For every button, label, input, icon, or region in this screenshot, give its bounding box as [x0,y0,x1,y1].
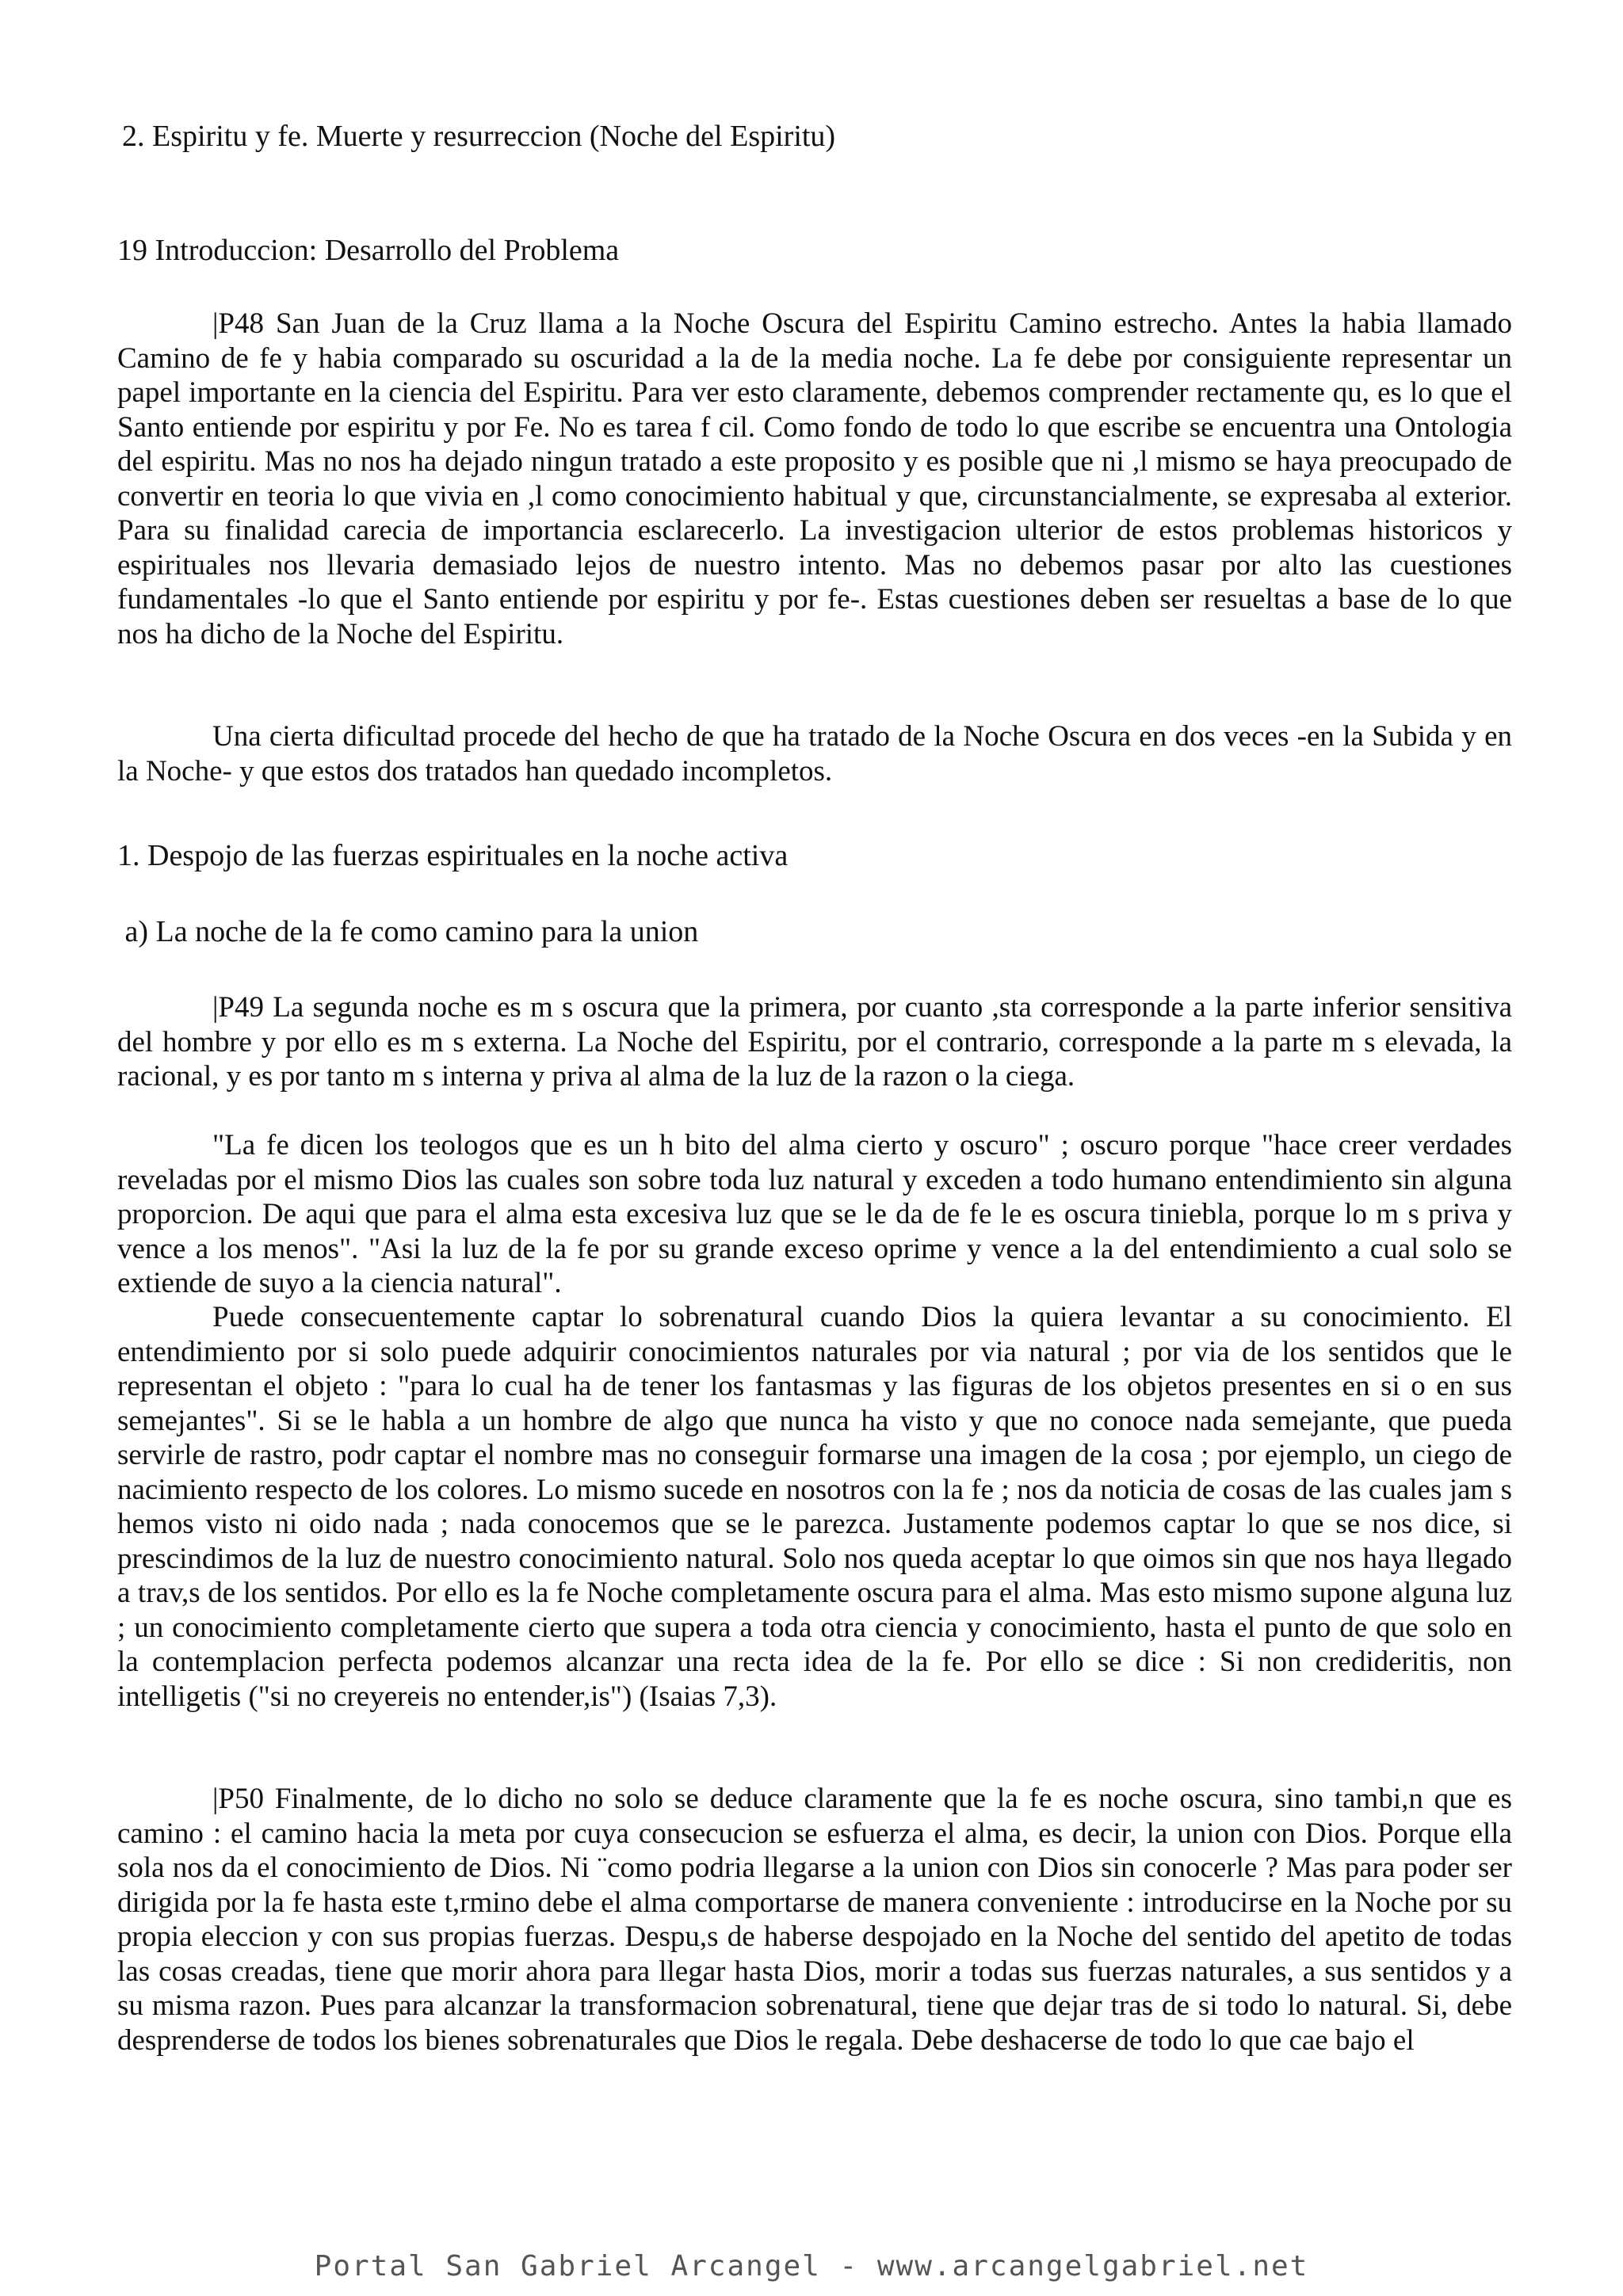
paragraph-p50: |P50 Finalmente, de lo dicho no solo se deduce claramente que la fe es noche oscura, sino tambi,n que es camino : el camino hacia la meta por cuya consecucion se esfuerza el alma, es decir, la union con Dios. Porque ella sola nos da el conocimiento de Dios. Ni ¨como podria llegarse a la union con Dios sin conocerle ? Mas para poder ser dirigida por la fe hasta este t,rmino debe el alma comportarse de manera conveniente : introducirse en la Noche por su propia eleccion y con sus propias fuerzas. Despu,s de haberse despojado en la Noche del sentido del apetito de todas las cosas creadas, tiene que morir ahora para llegar hasta Dios, morir a todas sus fuerzas naturales, a sus sentidos y a su misma razon. Pues para alcanzar la transformacion sobrenatural, tiene que dejar tras de si todo lo natural. Si, debe desprenderse de todos los bienes sobrenaturales que Dios le regala. Debe deshacerse de todo lo que cae bajo el [117,1783,1512,2057]
chapter-title: 2. Espiritu y fe. Muerte y resurreccion (Noche del Espiritu) [122,120,836,153]
footer-text: Portal San Gabriel Arcangel - www.arcangelgabriel.net [314,2250,1309,2283]
subsection-title-1: 1. Despojo de las fuerzas espirituales en la noche activa [117,839,789,872]
section-title: 19 Introduccion: Desarrollo del Problema [117,234,620,267]
paragraph-p49: |P49 La segunda noche es m s oscura que la primera, por cuanto ,sta corresponde a la parte inferior sensitiva del hombre y por ello es m s externa. La Noche del Espiritu, por el contrario, corresponde a la parte m s elevada, la racional, y es por tanto m s interna y priva al alma de la luz de la razon o la ciega. [117,991,1512,1093]
paragraph-p48: |P48 San Juan de la Cruz llama a la Noche Oscura del Espiritu Camino estrecho. Antes la habia llamado Camino de fe y habia comparado su oscuridad a la de la media noche. La fe debe por consiguiente representar un papel importante en la ciencia del Espiritu. Para ver esto claramente, debemos comprender rectamente qu, es lo que el Santo entiende por espiritu y por Fe. No es tarea f cil. Como fondo de todo lo que escribe se encuentra una Ontologia del espiritu. Mas no nos ha dejado ningun tratado a este proposito y es posible que ni ,l mismo se haya preocupado de convertir en teoria lo que vivia en ,l como conocimiento habitual y que, circunstancialmente, se expresaba al exterior. Para su finalidad carecia de importancia esclarecerlo. La investigacion ulterior de estos problemas historicos y espirituales nos llevaria demasiado lejos de nuestro intento. Mas no debemos pasar por alto las cuestiones fundamentales -lo que el Santo entiende por espiritu y por fe-. Estas cuestiones deben ser resueltas a base de lo que nos ha dicho de la Noche del Espiritu. [117,307,1512,650]
paragraph-consecuentemente: Puede consecuentemente captar lo sobrenatural cuando Dios la quiera levantar a su conocimiento. El entendimiento por si solo puede adquirir conocimientos naturales por via natural ; por via de los sentidos que le representan el objeto : "para lo cual ha de tener los fantasmas y las figuras de los objetos presentes en si o en sus semejantes". Si se le habla a un hombre de algo que nunca ha visto y que no conoce nada semejante, que pueda servirle de rastro, podr captar el nombre mas no conseguir formarse una imagen de la cosa ; por ejemplo, un ciego de nacimiento respecto de los colores. Lo mismo sucede en nosotros con la fe ; nos da noticia de cosas de las cuales jam s hemos visto ni oido nada ; nada conocemos que se le parezca. Justamente podemos captar lo que se nos dice, si prescindimos de la luz de nuestro conocimiento natural. Solo nos queda aceptar lo que oimos sin que nos haya llegado a trav,s de los sentidos. Por ello es la fe Noche completamente oscura para el alma. Mas esto mismo supone alguna luz ; un conocimiento completamente cierto que supera a toda otra ciencia y conocimiento, hasta el punto de que solo en la contemplacion perfecta podemos alcanzar una recta idea de la fe. Por ello se dice : Si non credideritis, non intelligetis ("si no creyereis no entender,is") (Isaias 7,3). [117,1301,1512,1713]
subsection-title-a: a) La noche de la fe como camino para la union [117,915,699,948]
paragraph-dificultad: Una cierta dificultad procede del hecho de que ha tratado de la Noche Oscura en dos veces -en la Subida y en la Noche- y que estos dos tratados han quedado incompletos. [117,720,1512,788]
paragraph-fe-teologos: "La fe dicen los teologos que es un h bito del alma cierto y oscuro" ; oscuro porque "hace creer verdades reveladas por el mismo Dios las cuales son sobre toda luz natural y exceden a todo humano entendimiento sin alguna proporcion. De aqui que para el alma esta excesiva luz que se le da de fe le es oscura tiniebla, porque lo m s priva y vence a los menos". "Asi la luz de la fe por su grande exceso oprime y vence a la del entendimiento a cual solo se extiende de suyo a la ciencia natural". [117,1129,1512,1299]
